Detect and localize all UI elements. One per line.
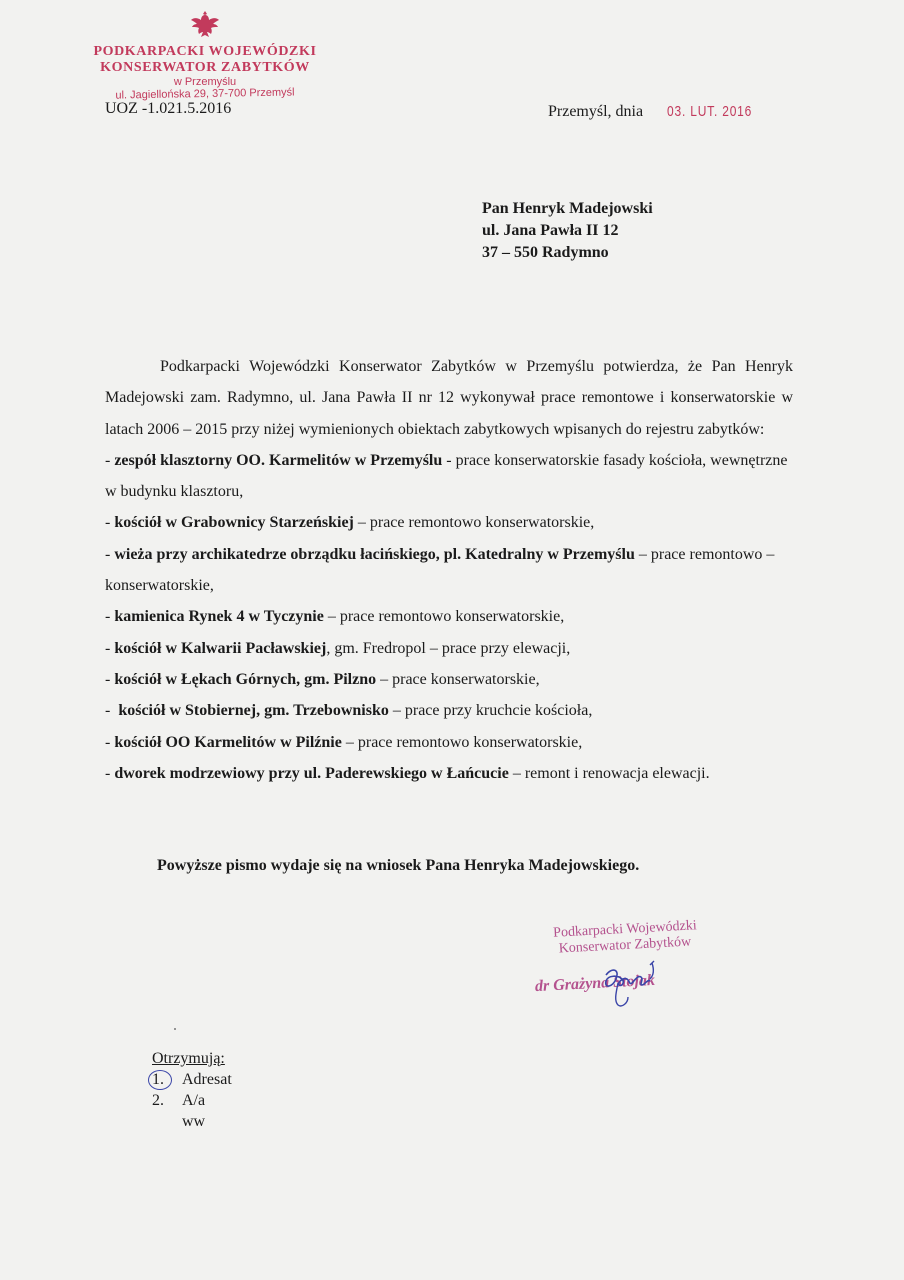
item-object: kościół w Kalwarii Pacławskiej <box>114 639 327 657</box>
intro-paragraph: Podkarpacki Wojewódzki Konserwator Zabytków w Przemyślu potwierdza, że Pan Henryk Madejowski zam. Radymno, ul. Jana Pawła II nr 12 wykonywał prace remontowe i konserwatorskie w latach 2006 – 2015 przy niżej wymienionych obiektach zabytkowych wpisanych do rejestru zabytków: <box>105 358 793 438</box>
letter-body <box>105 351 793 789</box>
list-item: - kościół w Łękach Górnych, gm. Pilzno – prace konserwatorskie, <box>105 670 540 688</box>
list-item: - kościół w Stobiernej, gm. Trzebownisko – prace przy kruchcie kościoła, <box>105 702 593 720</box>
list-item: - kościół w Kalwarii Pacławskiej, gm. Fredropol – prace przy elewacji, <box>105 639 571 657</box>
list-item <box>152 1069 232 1090</box>
distribution-number: 1. <box>152 1069 182 1090</box>
distribution-heading: Otrzymują: <box>152 1050 225 1067</box>
works-list <box>105 445 793 789</box>
closing-statement: Powyższe pismo wydaje się na wniosek Pana Henryka Madejowskiego. <box>157 857 640 874</box>
stamp-line-1: PODKARPACKI WOJEWÓDZKI <box>93 44 317 59</box>
item-object: kamienica Rynek 4 w Tyczynie <box>114 608 324 626</box>
item-object: kościół OO Karmelitów w Pilźnie <box>114 733 342 751</box>
issuer-stamp <box>80 8 330 100</box>
list-item: - zespół klasztorny OO. Karmelitów w Przemyślu - prace konserwatorskie fasady kościoła, wewnętrzne w budynku klasztoru, <box>105 451 788 501</box>
place-date-label: Przemyśl, dnia <box>548 103 644 120</box>
item-description: – prace przy kruchcie kościoła, <box>392 702 593 720</box>
distribution-list <box>152 1048 232 1132</box>
list-item: - wieża przy archikatedrze obrządku łacińskiego, pl. Katedralny w Przemyślu – prace remontowo – konserwatorskie, <box>105 545 775 595</box>
item-description: – prace remontowo konserwatorskie, <box>357 514 595 532</box>
eagle-emblem-icon <box>190 8 220 44</box>
item-object: kościół w Grabownicy Starzeńskiej <box>114 514 354 532</box>
item-object: wieża przy archikatedrze obrządku łacińskiego, pl. Katedralny w Przemyślu <box>114 545 635 563</box>
list-item: - kościół w Grabownicy Starzeńskiej – prace remontowo konserwatorskie, <box>105 514 595 532</box>
item-description: – prace konserwatorskie, <box>380 670 540 688</box>
item-object: zespół klasztorny OO. Karmelitów w Przemyślu <box>114 451 443 469</box>
recipient-name: Pan Henryk Madejowski <box>482 200 653 217</box>
date-stamp: 03. LUT. 2016 <box>667 103 753 120</box>
handwritten-signature <box>592 955 672 1011</box>
recipient-address <box>482 198 653 264</box>
reference-number: UOZ -1.021.5.2016 <box>105 100 232 117</box>
stamp-line-3: w Przemyślu <box>173 76 237 88</box>
signature-stamp-line-2: Konserwator Zabytków <box>558 934 692 957</box>
distribution-number: 2. <box>152 1092 164 1109</box>
signatory-name: dr Grażyna Stojak <box>534 971 656 996</box>
stamp-line-4: ul. Jagiellońska 29, 37-700 Przemyśl <box>115 86 295 102</box>
list-item: - kamienica Rynek 4 w Tyczynie – prace remontowo konserwatorskie, <box>105 608 565 626</box>
circle-mark-icon <box>148 1070 172 1090</box>
distribution-footer: ww <box>182 1113 206 1130</box>
distribution-label: Adresat <box>182 1071 232 1088</box>
list-item <box>152 1090 232 1111</box>
distribution-label: A/a <box>182 1092 206 1109</box>
signature-stamp <box>520 918 730 957</box>
list-item: - kościół OO Karmelitów w Pilźnie – prace remontowo konserwatorskie, <box>105 733 583 751</box>
ink-dot <box>174 1028 176 1030</box>
item-object: kościół w Stobiernej, gm. Trzebownisko <box>118 702 389 720</box>
item-description: – prace remontowo – konserwatorskie, <box>105 545 775 595</box>
item-description: – remont i renowacja elewacji. <box>512 764 710 782</box>
recipient-city: 37 – 550 Radymno <box>482 244 609 261</box>
item-description: - prace konserwatorskie fasady kościoła, wewnętrzne w budynku klasztoru, <box>105 451 788 501</box>
item-object: dworek modrzewiowy przy ul. Paderewskiego w Łańcucie <box>114 764 509 782</box>
place-date <box>548 103 774 121</box>
item-description: , gm. Fredropol – prace przy elewacji, <box>326 639 571 657</box>
item-description: – prace remontowo konserwatorskie, <box>327 608 565 626</box>
recipient-street: ul. Jana Pawła II 12 <box>482 222 619 239</box>
stamp-line-2: KONSERWATOR ZABYTKÓW <box>100 60 310 75</box>
signature-stamp-line-1: Podkarpacki Wojewódzki <box>552 918 698 941</box>
list-item: - dworek modrzewiowy przy ul. Paderewskiego w Łańcucie – remont i renowacja elewacji. <box>105 764 710 782</box>
item-object: kościół w Łękach Górnych, gm. Pilzno <box>114 670 377 688</box>
item-description: – prace remontowo konserwatorskie, <box>345 733 583 751</box>
